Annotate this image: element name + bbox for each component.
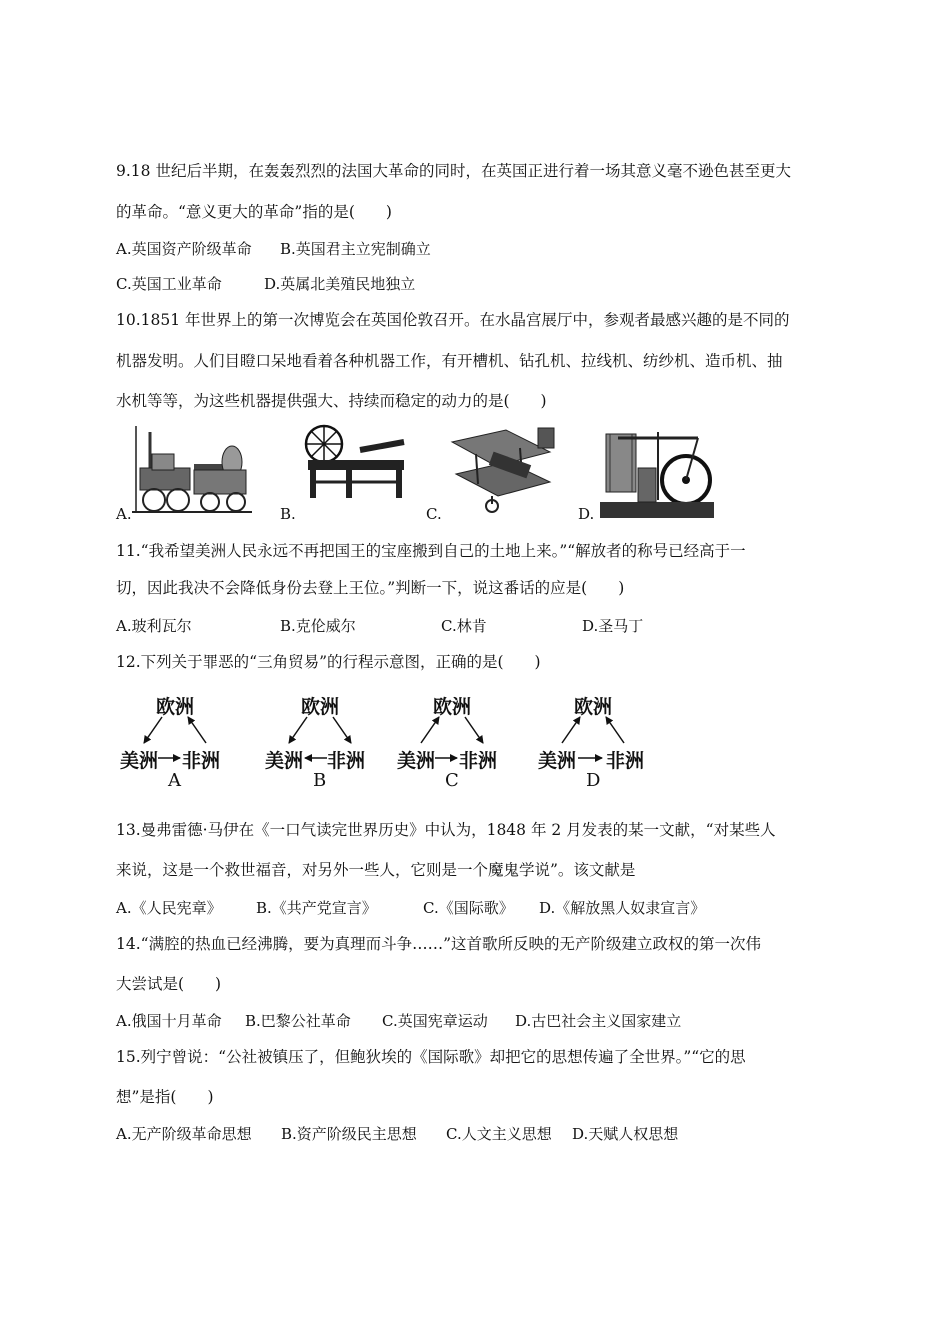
node-africa: 非洲 bbox=[182, 750, 221, 772]
node-america: 美洲 bbox=[265, 750, 304, 772]
arrow-america-to-europe bbox=[421, 717, 439, 743]
node-america: 美洲 bbox=[120, 750, 159, 772]
q15-option-a: A.无产阶级革命思想 bbox=[116, 1125, 252, 1143]
q11-option-a: A.玻利瓦尔 bbox=[116, 617, 192, 635]
q13-stem-line2: 来说，这是一个救世福音，对另外一些人，它则是一个魔鬼学说”。该文献是 bbox=[116, 861, 636, 879]
triangle-diagram-c bbox=[397, 690, 517, 790]
q13-option-c: C.《国际歌》 bbox=[423, 899, 514, 917]
arrow-europe-to-africa bbox=[333, 717, 351, 743]
arrow-europe-to-america bbox=[144, 717, 162, 743]
q11-option-c: C.林肯 bbox=[441, 617, 487, 635]
node-europe: 欧洲 bbox=[301, 696, 340, 718]
q10-label-d: D. bbox=[578, 505, 595, 523]
arrow-america-to-europe bbox=[562, 717, 580, 743]
node-america: 美洲 bbox=[538, 750, 577, 772]
diagram-letter: C bbox=[445, 770, 459, 791]
steam-engine-icon bbox=[598, 428, 716, 520]
q11-stem-line2: 切，因此我决不会降低身份去登上王位。”判断一下，说这番话的应是( ) bbox=[116, 579, 625, 597]
q9-option-d: D.英属北美殖民地独立 bbox=[264, 275, 416, 293]
triangle-diagram-d bbox=[538, 690, 658, 790]
steam-locomotive-icon bbox=[132, 424, 252, 518]
q14-option-c: C.英国宪章运动 bbox=[382, 1012, 488, 1030]
spinning-machine-icon bbox=[300, 424, 410, 498]
node-europe: 欧洲 bbox=[574, 696, 613, 718]
q9-stem-line2: 的革命。“意义更大的革命”指的是( ) bbox=[116, 203, 392, 221]
q14-option-d: D.古巴社会主义国家建立 bbox=[515, 1012, 682, 1030]
q11-option-b: B.克伦威尔 bbox=[280, 617, 356, 635]
arrow-europe-to-africa bbox=[465, 717, 483, 743]
q13-option-a: A.《人民宪章》 bbox=[116, 899, 222, 917]
q15-option-c: C.人文主义思想 bbox=[446, 1125, 552, 1143]
q15-option-b: B.资产阶级民主思想 bbox=[281, 1125, 417, 1143]
arrow-europe-to-america bbox=[289, 717, 307, 743]
triangle-diagram-b bbox=[265, 690, 385, 790]
q14-option-a: A.俄国十月革命 bbox=[116, 1012, 222, 1030]
biplane-icon bbox=[446, 424, 556, 520]
q9-option-a: A.英国资产阶级革命 bbox=[116, 240, 252, 258]
q13-option-b: B.《共产党宣言》 bbox=[256, 899, 377, 917]
q13-stem-line1: 13.曼弗雷德·马伊在《一口气读完世界历史》中认为，1848 年 2 月发表的某一文献，“对某些人 bbox=[116, 821, 776, 839]
q14-option-b: B.巴黎公社革命 bbox=[245, 1012, 351, 1030]
node-europe: 欧洲 bbox=[156, 696, 195, 718]
diagram-letter: B bbox=[313, 770, 327, 791]
diagram-letter: A bbox=[168, 770, 181, 791]
q10-stem-line1: 10.1851 年世界上的第一次博览会在英国伦敦召开。在水晶宫展厅中，参观者最感兴趣的是不同的 bbox=[116, 311, 790, 329]
q10-stem-line2: 机器发明。人们目瞪口呆地看着各种机器工作，有开槽机、钻孔机、拉线机、纺纱机、造币机、抽 bbox=[116, 352, 783, 370]
node-america: 美洲 bbox=[397, 750, 436, 772]
q15-stem-line1: 15.列宁曾说：“公社被镇压了，但鲍狄埃的《国际歌》却把它的思想传遍了全世界。”“它的思 bbox=[116, 1048, 746, 1066]
q11-stem-line1: 11.“我希望美洲人民永远不再把国王的宝座搬到自己的土地上来。”“解放者的称号已经高于一 bbox=[116, 542, 746, 560]
q10-label-b: B. bbox=[280, 505, 296, 523]
q15-stem-line2: 想”是指( ) bbox=[116, 1088, 214, 1106]
q14-stem-line2: 大尝试是( ) bbox=[116, 975, 222, 993]
q9-option-b: B.英国君主立宪制确立 bbox=[280, 240, 431, 258]
node-africa: 非洲 bbox=[327, 750, 366, 772]
arrow-africa-to-europe bbox=[606, 717, 624, 743]
q10-stem-line3: 水机等等，为这些机器提供强大、持续而稳定的动力的是( ) bbox=[116, 392, 547, 410]
q13-option-d: D.《解放黑人奴隶宣言》 bbox=[539, 899, 706, 917]
node-africa: 非洲 bbox=[606, 750, 645, 772]
arrow-africa-to-europe bbox=[188, 717, 206, 743]
q12-stem-line1: 12.下列关于罪恶的“三角贸易”的行程示意图，正确的是( ) bbox=[116, 653, 541, 671]
node-africa: 非洲 bbox=[459, 750, 498, 772]
q10-label-a: A. bbox=[116, 505, 132, 523]
q14-stem-line1: 14.“满腔的热血已经沸腾，要为真理而斗争……”这首歌所反映的无产阶级建立政权的第一次伟 bbox=[116, 935, 762, 953]
diagram-letter: D bbox=[586, 770, 601, 791]
q10-label-c: C. bbox=[426, 505, 442, 523]
q15-option-d: D.天赋人权思想 bbox=[572, 1125, 679, 1143]
q11-option-d: D.圣马丁 bbox=[582, 617, 644, 635]
triangle-diagram-a bbox=[120, 690, 240, 790]
q9-option-c: C.英国工业革命 bbox=[116, 275, 222, 293]
node-europe: 欧洲 bbox=[433, 696, 472, 718]
q9-stem-line1: 9.18 世纪后半期，在轰轰烈烈的法国大革命的同时，在英国正进行着一场其意义毫不逊色甚至更大 bbox=[116, 162, 791, 180]
